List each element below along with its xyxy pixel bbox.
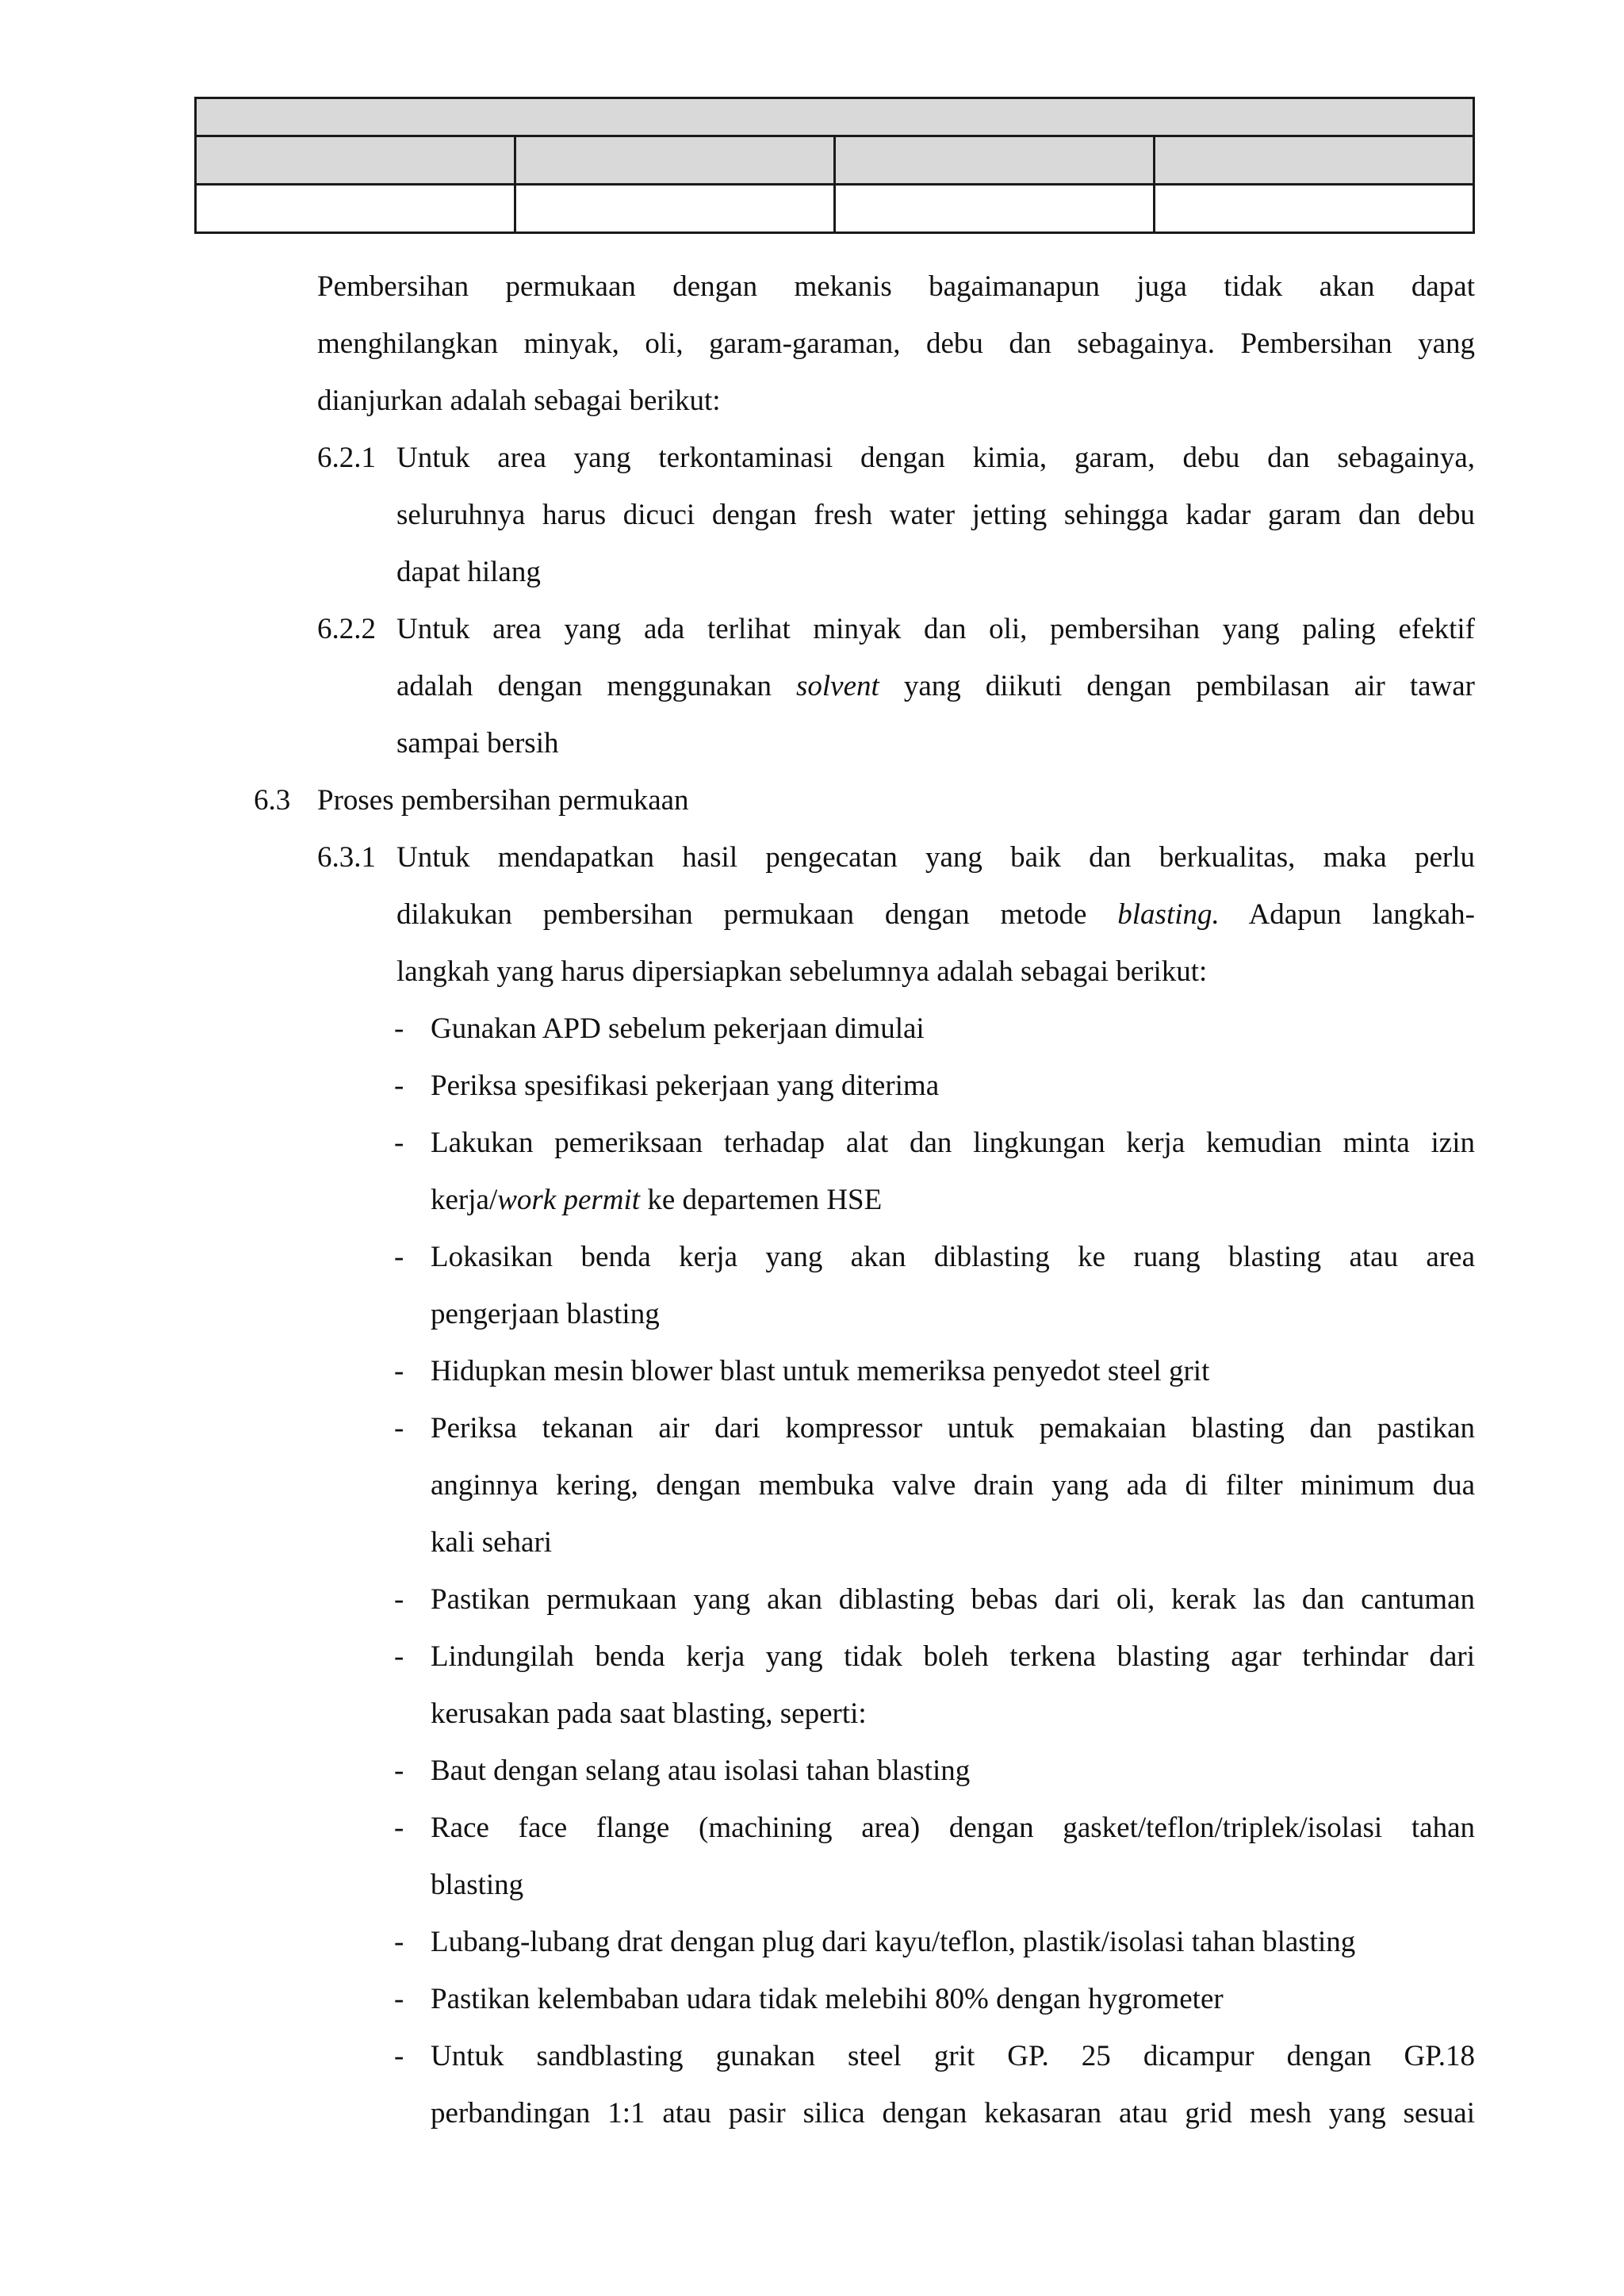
header-cell bbox=[196, 98, 1474, 136]
list-item-text: perbandingan 1:1 atau pasir silica dengan kekasaran atau grid mesh yang sesuai bbox=[431, 2097, 1475, 2130]
intro-line: menghilangkan minyak, oli, garam-garaman, debu dan sebagainya. Pembersihan yang bbox=[317, 327, 1475, 360]
subsection-number: 6.3.1 bbox=[317, 841, 376, 874]
header-table bbox=[194, 97, 1475, 234]
list-item-text: Pastikan permukaan yang akan diblasting bebas dari oli, kerak las dan cantuman bbox=[431, 1583, 1475, 1616]
bullet-dash: - bbox=[394, 1355, 404, 1387]
header-cell bbox=[835, 136, 1155, 185]
header-row-values bbox=[196, 185, 1474, 233]
header-row-top bbox=[196, 98, 1474, 136]
paragraph-line: sampai bersih bbox=[396, 727, 559, 760]
paragraph-line: Untuk area yang ada terlihat minyak dan oli, pembersihan yang paling efektif bbox=[396, 613, 1475, 645]
list-item-text: kerusakan pada saat blasting, seperti: bbox=[431, 1697, 867, 1730]
list-item-text: Untuk sandblasting gunakan steel grit GP. 25 dicampur dengan GP.18 bbox=[431, 2040, 1475, 2072]
header-cell bbox=[835, 185, 1155, 233]
bullet-dash: - bbox=[394, 1583, 404, 1616]
bullet-dash: - bbox=[394, 1412, 404, 1445]
list-item-text: Periksa spesifikasi pekerjaan yang diterima bbox=[431, 1070, 940, 1102]
intro-line: dianjurkan adalah sebagai berikut: bbox=[317, 385, 721, 417]
text-run: Adapun langkah- bbox=[1248, 898, 1475, 931]
bullet-dash: - bbox=[394, 1070, 404, 1102]
bullet-dash: - bbox=[394, 1983, 404, 2015]
header-cell bbox=[196, 185, 515, 233]
list-item-text: blasting bbox=[431, 1869, 524, 1901]
paragraph-line: langkah yang harus dipersiapkan sebelumnya adalah sebagai berikut: bbox=[396, 955, 1208, 988]
list-item-text: Gunakan APD sebelum pekerjaan dimulai bbox=[431, 1012, 925, 1045]
list-item-text: Lindungilah benda kerja yang tidak boleh terkena blasting agar terhindar dari bbox=[431, 1640, 1475, 1673]
paragraph-line: Untuk mendapatkan hasil pengecatan yang baik dan berkualitas, maka perlu bbox=[396, 841, 1475, 874]
text-run: yang diikuti dengan pembilasan air tawar bbox=[903, 670, 1475, 702]
list-item-text: kali sehari bbox=[431, 1526, 553, 1559]
header-cell bbox=[196, 136, 515, 185]
bullet-dash: - bbox=[394, 1241, 404, 1273]
subsection-number: 6.2.1 bbox=[317, 442, 376, 474]
list-item-text: Lakukan pemeriksaan terhadap alat dan lingkungan kerja kemudian minta izin bbox=[431, 1127, 1475, 1159]
bullet-dash: - bbox=[394, 2040, 404, 2072]
italic-term-solvent: solvent bbox=[796, 670, 879, 702]
bullet-dash: - bbox=[394, 1812, 404, 1844]
list-item-text: Pastikan kelembaban udara tidak melebihi 80% dengan hygrometer bbox=[431, 1983, 1224, 2015]
list-item-text bbox=[431, 1183, 882, 1218]
paragraph-line: dapat hilang bbox=[396, 556, 541, 588]
header-cell bbox=[1155, 185, 1474, 233]
text-run: adalah dengan menggunakan bbox=[396, 670, 772, 702]
list-item-text: pengerjaan blasting bbox=[431, 1298, 660, 1330]
bullet-dash: - bbox=[394, 1640, 404, 1673]
list-item-text: Baut dengan selang atau isolasi tahan blasting bbox=[431, 1755, 971, 1787]
paragraph-line: Untuk area yang terkontaminasi dengan kimia, garam, debu dan sebagainya, bbox=[396, 442, 1475, 474]
text-run: dilakukan pembersihan permukaan dengan metode bbox=[396, 898, 1087, 931]
list-item-text: Lokasikan benda kerja yang akan diblasting ke ruang blasting atau area bbox=[431, 1241, 1475, 1273]
paragraph-line bbox=[396, 897, 1475, 932]
paragraph-line: seluruhnya harus dicuci dengan fresh water jetting sehingga kadar garam dan debu bbox=[396, 499, 1475, 531]
subsection-number: 6.2.2 bbox=[317, 613, 376, 645]
bullet-dash: - bbox=[394, 1926, 404, 1958]
header-row-labels bbox=[196, 136, 1474, 185]
list-item-text: Lubang-lubang drat dengan plug dari kayu/teflon, plastik/isolasi tahan blasting bbox=[431, 1926, 1356, 1958]
list-item-text: anginnya kering, dengan membuka valve drain yang ada di filter minimum dua bbox=[431, 1469, 1475, 1502]
bullet-dash: - bbox=[394, 1755, 404, 1787]
italic-term-work-permit: work permit bbox=[497, 1184, 641, 1216]
header-cell bbox=[515, 185, 835, 233]
list-item-text: Periksa tekanan air dari kompressor untuk pemakaian blasting dan pastikan bbox=[431, 1412, 1475, 1445]
header-cell bbox=[515, 136, 835, 185]
bullet-dash: - bbox=[394, 1127, 404, 1159]
paragraph-line bbox=[396, 669, 1475, 704]
list-item-text: Hidupkan mesin blower blast untuk memeriksa penyedot steel grit bbox=[431, 1355, 1210, 1387]
section-title: Proses pembersihan permukaan bbox=[317, 784, 689, 817]
header-cell bbox=[1155, 136, 1474, 185]
list-item-text: Race face flange (machining area) dengan gasket/teflon/triplek/isolasi tahan bbox=[431, 1812, 1475, 1844]
section-number: 6.3 bbox=[254, 784, 291, 817]
italic-term-blasting: blasting. bbox=[1117, 898, 1220, 931]
bullet-dash: - bbox=[394, 1012, 404, 1045]
text-run: kerja/ bbox=[431, 1184, 498, 1216]
text-run: ke departemen HSE bbox=[647, 1184, 883, 1216]
intro-line: Pembersihan permukaan dengan mekanis bagaimanapun juga tidak akan dapat bbox=[317, 270, 1475, 303]
